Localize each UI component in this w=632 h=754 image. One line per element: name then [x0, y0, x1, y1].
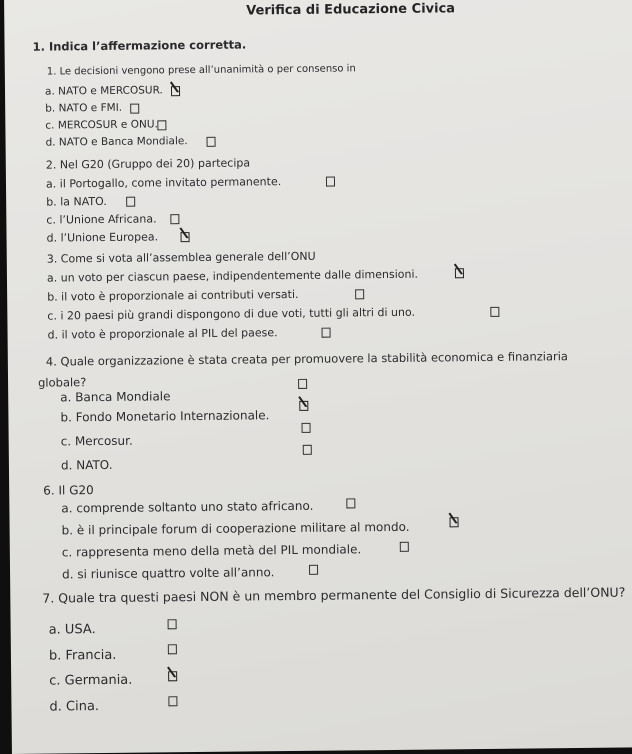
q2-question: 2. Nel G20 (Gruppo dei 20) partecipa [45, 156, 251, 172]
q1-option-c: c. MERCOSUR e ONU. [45, 118, 158, 132]
q2-option-d: d. l’Unione Europea. [46, 230, 159, 245]
q2-checkbox-d[interactable] [181, 232, 190, 242]
q1-option-a: a. NATO e MERCOSUR. [44, 84, 163, 98]
q7-checkbox-c[interactable] [168, 671, 177, 681]
q3-option-c: c. i 20 paesi più grandi dispongono di due voti, tutti gli altri di uno. [47, 305, 416, 323]
q2-checkbox-c[interactable] [170, 214, 179, 224]
q4-option-d: d. NATO. [60, 457, 113, 473]
q1-checkbox-b[interactable] [130, 104, 139, 114]
q7-checkbox-b[interactable] [168, 644, 177, 654]
q1-checkbox-a[interactable] [171, 86, 180, 96]
q1-checkbox-d[interactable] [207, 137, 216, 147]
q3-option-d: d. il voto è proporzionale al PIL del paese. [47, 326, 278, 342]
q6-option-d: d. si riunisce quattro volte all’anno. [62, 565, 275, 582]
q7-checkbox-a[interactable] [168, 619, 177, 629]
q1-option-d: d. NATO e Banca Mondiale. [45, 135, 188, 149]
q7-option-a: a. USA. [48, 622, 96, 638]
q2-option-a: a. il Portogallo, come invitato permanente. [45, 175, 282, 191]
q1-question: 1. Le decisioni vengono prese all’unanimità o per consenso in [46, 63, 356, 78]
q2-checkbox-b[interactable] [126, 197, 135, 207]
q1-option-b: b. NATO e FMI. [45, 101, 123, 115]
q7-option-c: c. Germania. [49, 672, 133, 689]
q6-option-b: b. è il principale forum di cooperazione militare al mondo. [61, 519, 410, 538]
q2-option-b: b. la NATO. [46, 194, 107, 209]
q6-option-a: a. comprende soltanto uno stato africano. [61, 498, 314, 516]
q3-option-a: a. un voto per ciascun paese, indipendentemente dalle dimensioni. [46, 267, 419, 285]
q6-checkbox-d[interactable] [309, 565, 318, 575]
q6-question: 6. Il G20 [43, 483, 94, 498]
page-title: Verifica di Educazione Civica [246, 1, 456, 19]
q6-option-c: c. rappresenta meno della metà del PIL mondiale. [61, 542, 362, 560]
q3-question: 3. Come si vota all’assemblea generale dell’ONU [46, 249, 316, 266]
q4-checkbox-d[interactable] [303, 445, 312, 455]
q7-option-b: b. Francia. [48, 647, 117, 664]
q6-checkbox-b[interactable] [450, 517, 459, 527]
q4-question-line1: 4. Quale organizzazione è stata creata per promuovere la stabilità economica e finanziaria [45, 349, 569, 369]
q4-option-c: c. Mercosur. [60, 433, 133, 449]
q2-option-c: c. l’Unione Africana. [46, 212, 157, 227]
q3-checkbox-b[interactable] [355, 289, 364, 299]
q2-checkbox-a[interactable] [326, 177, 335, 187]
q3-option-b: b. il voto è proporzionale ai contributi versati. [47, 287, 299, 304]
q4-question-line2: globale? [37, 375, 87, 390]
q4-checkbox-c[interactable] [302, 423, 311, 433]
q4-option-a: a. Banca Mondiale [60, 389, 171, 405]
q4-checkbox-a[interactable] [298, 379, 307, 389]
q6-checkbox-a[interactable] [346, 498, 355, 508]
q7-question: 7. Quale tra questi paesi NON è un membro permanente del Consiglio di Sicurezza dell’ONU? [42, 584, 626, 606]
q4-option-b: b. Fondo Monetario Internazionale. [60, 408, 270, 425]
q3-checkbox-d[interactable] [322, 328, 331, 338]
q1-checkbox-c[interactable] [157, 120, 166, 130]
instruction: 1. Indica l’affermazione corretta. [32, 37, 247, 54]
q3-checkbox-a[interactable] [455, 268, 464, 278]
q6-checkbox-c[interactable] [400, 542, 409, 552]
q4-checkbox-b[interactable] [299, 401, 308, 411]
q7-checkbox-d[interactable] [168, 696, 177, 706]
q3-checkbox-c[interactable] [490, 307, 499, 317]
q7-option-d: d. Cina. [49, 699, 100, 715]
worksheet-paper [4, 0, 632, 754]
